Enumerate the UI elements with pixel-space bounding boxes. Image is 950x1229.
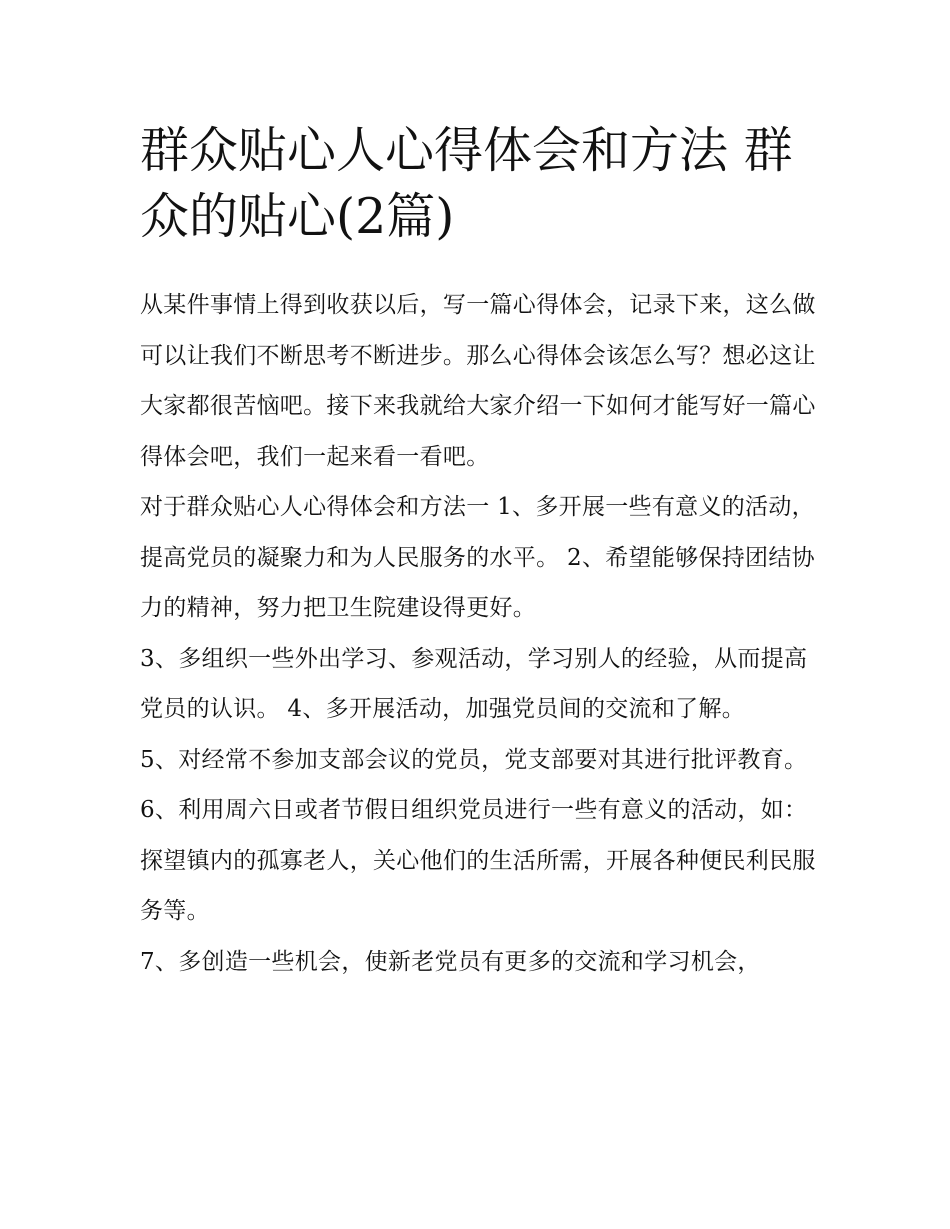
paragraph-intro: 从某件事情上得到收获以后，写一篇心得体会，记录下来，这么做可以让我们不断思考不断进步。那么心得体会该怎么写？想必这让大家都很苦恼吧。接下来我就给大家介绍一下如何才能写好一篇心得体会吧，我们一起来看一看吧。	[140, 292, 816, 470]
paragraph-method-5: 5、对经常不参加支部会议的党员，党支部要对其进行批评教育。	[140, 746, 808, 773]
document-title: 群众贴心人心得体会和方法 群众的贴心(2篇)	[140, 122, 793, 245]
paragraph-method-6: 6、利用周六日或者节假日组织党员进行一些有意义的活动，如：探望镇内的孤寡老人，关心他们的生活所需，开展各种便民利民服务等。	[140, 797, 816, 924]
document-body	[140, 280, 820, 987]
paragraph-method-1-2: 对于群众贴心人心得体会和方法一 1、多开展一些有意义的活动，提高党员的凝聚力和为人民服务的水平。 2、希望能够保持团结协力的精神，努力把卫生院建设得更好。	[140, 494, 815, 621]
paragraph-method-3-4: 3、多组织一些外出学习、参观活动，学习别人的经验，从而提高党员的认识。 4、多开展活动，加强党员间的交流和了解。	[140, 645, 808, 722]
paragraph-method-7: 7、多创造一些机会，使新老党员有更多的交流和学习机会，	[140, 948, 761, 975]
